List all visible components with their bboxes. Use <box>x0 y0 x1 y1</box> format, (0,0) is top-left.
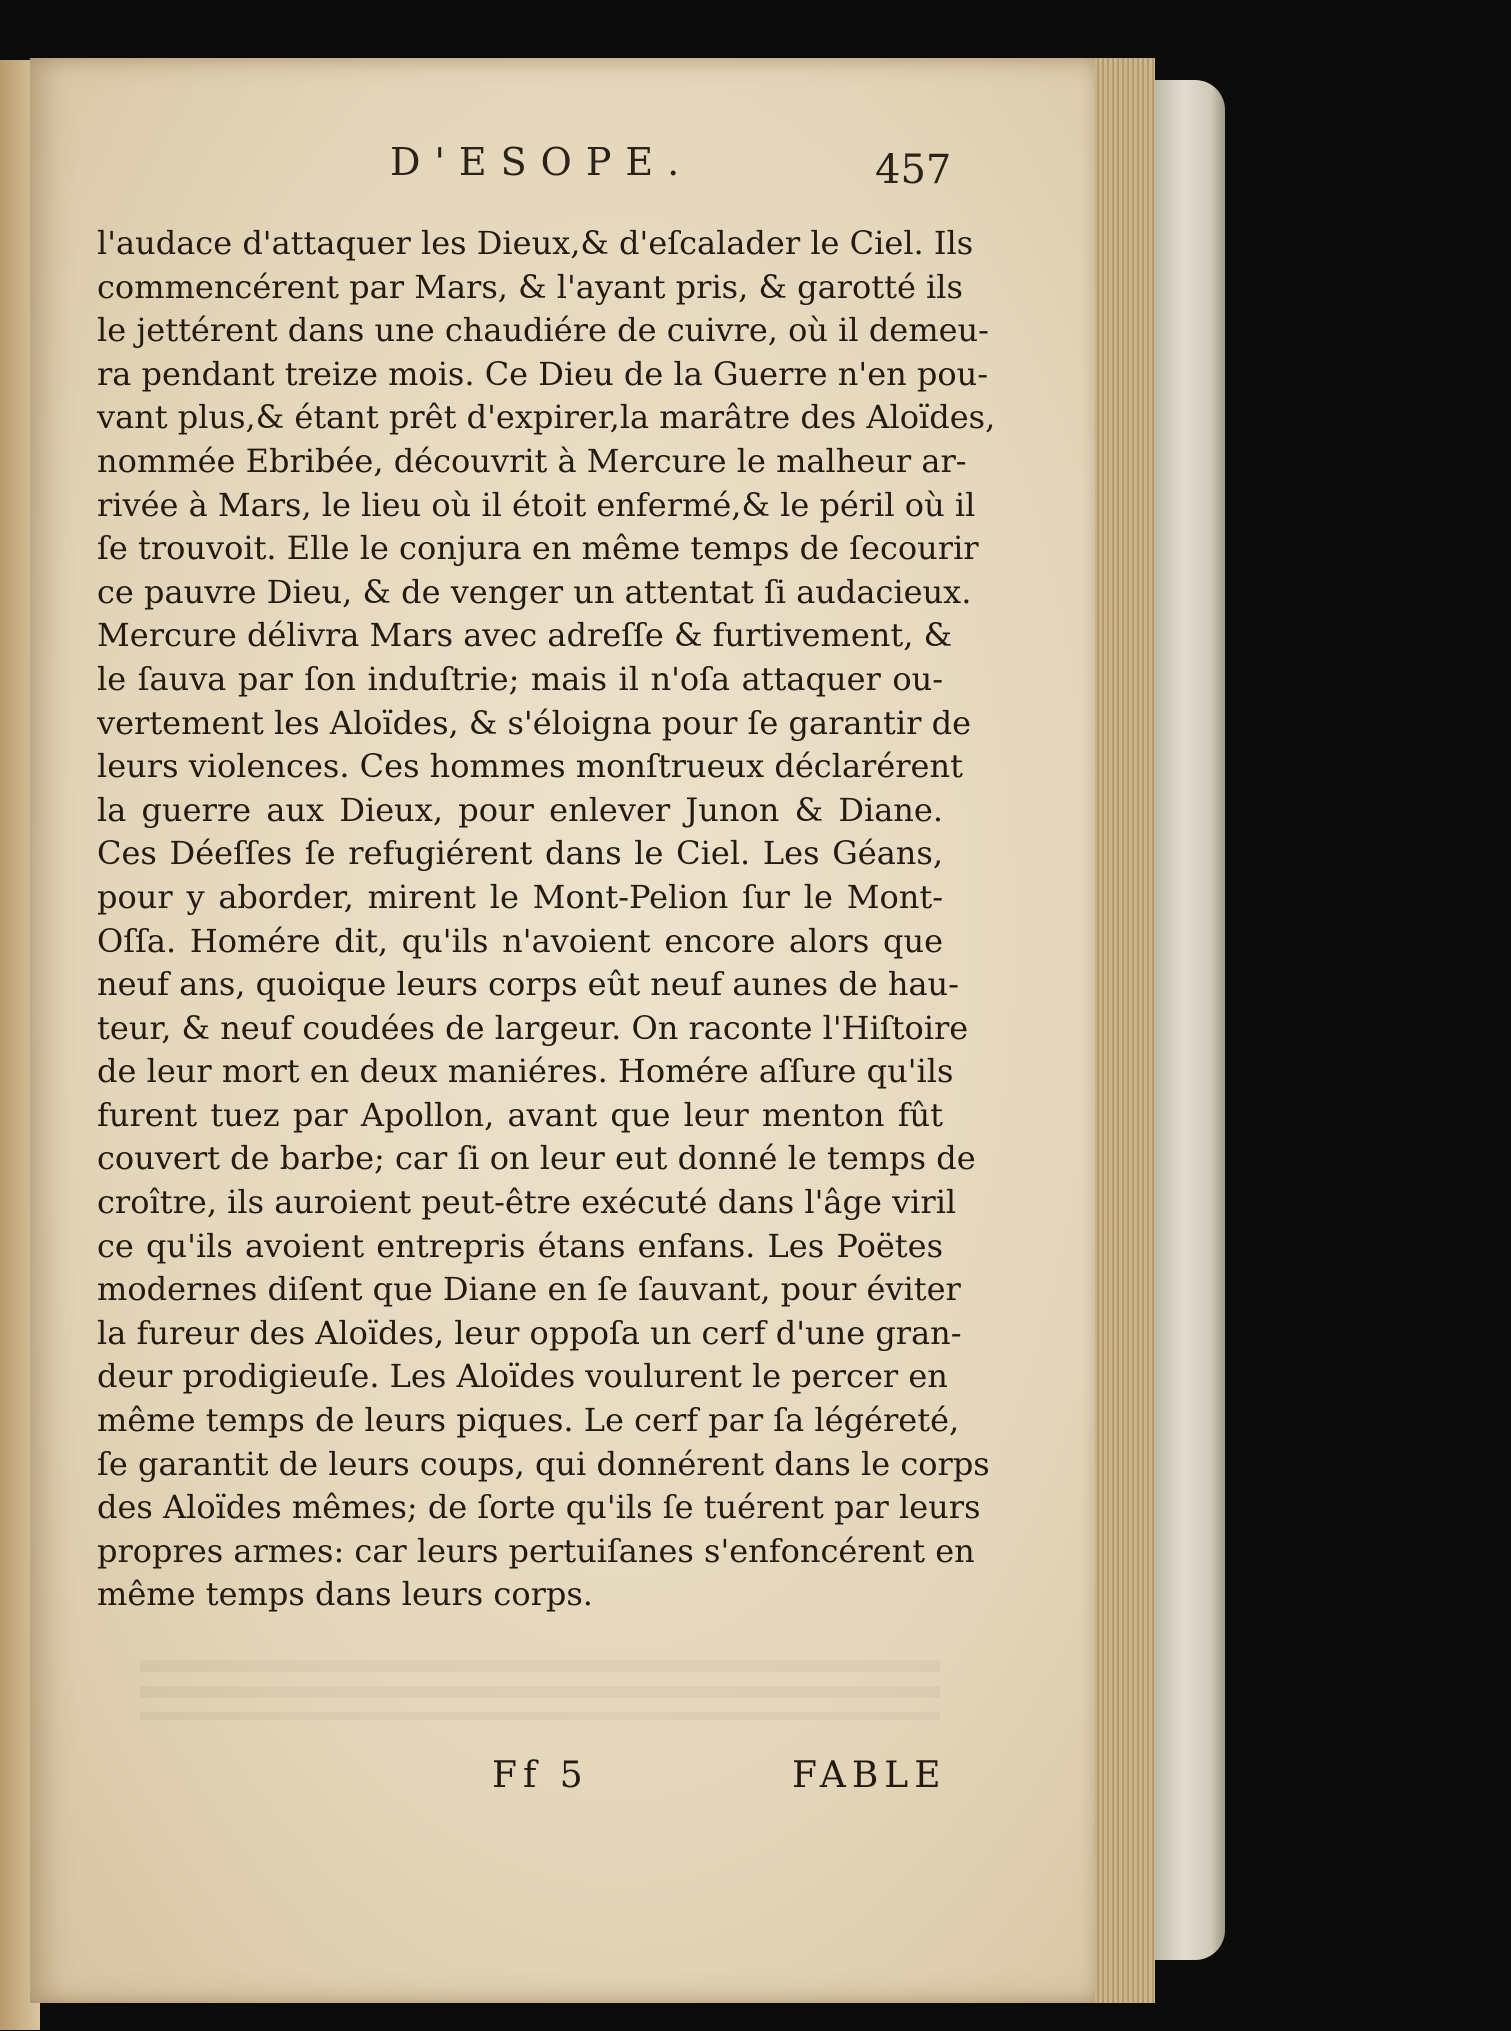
text-line: Mercure délivra Mars avec adreſſe & furtivement, & <box>97 616 953 655</box>
text-line: l'audace d'attaquer les Dieux,& d'eſcalader le Ciel. Ils <box>97 224 974 262</box>
text-line: le ſauva par ſon induſtrie; mais il n'oſa attaquer ou- <box>97 659 943 698</box>
text-line: teur, & neuf coudées de largeur. On raconte l'Hiſtoire <box>97 1008 969 1047</box>
catchword: FABLE <box>792 1755 947 1796</box>
text-line: ra pendant treize mois. Ce Dieu de la Guerre n'en pou- <box>97 354 989 393</box>
page-number: 457 <box>875 147 952 193</box>
text-line: deur prodigieuſe. Les Aloïdes voulurent le percer en <box>97 1357 948 1396</box>
text-line: Oſſa. Homére dit, qu'ils n'avoient encore alors que <box>97 921 943 960</box>
text-line: ce qu'ils avoient entrepris étans enfans. Les Poëtes <box>97 1226 943 1265</box>
text-line: leurs violences. Ces hommes monſtrueux déclarérent <box>97 747 963 786</box>
text-line: vant plus,& étant prêt d'expirer,la marâtre des Aloïdes, <box>97 398 996 437</box>
text-line: commencérent par Mars, & l'ayant pris, & garotté ils <box>97 267 963 306</box>
text-line: modernes diſent que Diane en ſe ſauvant, pour éviter <box>97 1270 961 1309</box>
text-line: ſe trouvoit. Elle le conjura en même temps de ſecourir <box>97 529 979 568</box>
text-line: de leur mort en deux maniéres. Homére aſſure qu'ils <box>97 1052 954 1091</box>
text-line: vertement les Aloïdes, & s'éloigna pour ſe garantir de <box>97 703 972 742</box>
text-line: Ces Déeſſes ſe refugiérent dans le Ciel. Les Géans, <box>97 834 943 873</box>
signature-mark: Ff 5 <box>492 1755 589 1796</box>
body-text <box>97 222 996 1617</box>
show-through-text <box>140 1660 940 1720</box>
book-binding <box>1155 80 1225 1960</box>
text-line: croître, ils auroient peut-être exécuté dans l'âge viril <box>97 1183 957 1222</box>
running-head: D'ESOPE. <box>390 140 694 184</box>
text-line: propres armes: car leurs pertuiſanes s'enfoncérent en <box>97 1531 975 1570</box>
text-line: la guerre aux Dieux, pour enlever Junon & Diane. <box>97 790 943 829</box>
page-block-edges <box>1095 58 1155 2003</box>
text-line: nommée Ebribée, découvrit à Mercure le malheur ar- <box>97 441 967 480</box>
text-line: neuf ans, quoique leurs corps eût neuf aunes de hau- <box>97 965 959 1004</box>
text-line: couvert de barbe; car ſi on leur eut donné le temps de <box>97 1139 976 1178</box>
text-line: même temps dans leurs corps. <box>97 1575 593 1614</box>
text-line: pour y aborder, mirent le Mont-Pelion ſur le Mont- <box>97 877 943 916</box>
text-line: le jettérent dans une chaudiére de cuivre, où il demeu- <box>97 311 989 350</box>
text-line: ſe garantit de leurs coups, qui donnérent dans le corps <box>97 1444 990 1483</box>
text-line: furent tuez par Apollon, avant que leur menton fût <box>97 1095 943 1134</box>
text-line: la fureur des Aloïdes, leur oppoſa un cerf d'une gran- <box>97 1313 962 1352</box>
text-line: ce pauvre Dieu, & de venger un attentat ſi audacieux. <box>97 572 972 611</box>
text-line: même temps de leurs piques. Le cerf par ſa légéreté, <box>97 1401 960 1440</box>
text-line: rivée à Mars, le lieu où il étoit enfermé,& le péril où il <box>97 485 976 524</box>
text-line: des Aloïdes mêmes; de ſorte qu'ils ſe tuérent par leurs <box>97 1488 981 1527</box>
